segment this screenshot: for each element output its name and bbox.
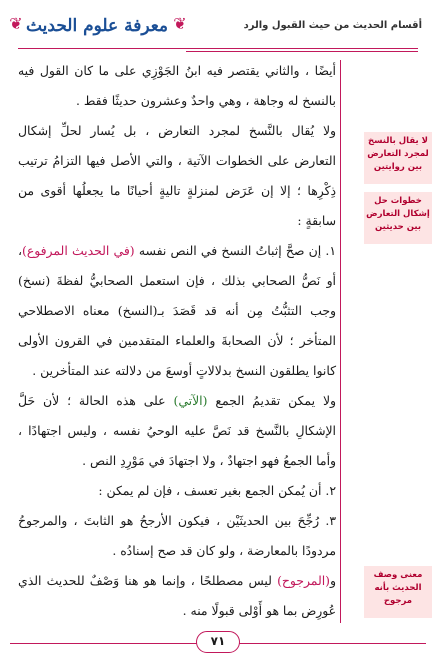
list-item-2: ٢. أن يُمكن الجمع بغير تعسف ، فإن لم يمكن : (98, 483, 336, 498)
page-number: ٧١ (196, 631, 240, 653)
ornament-icon: ❦ (173, 14, 187, 33)
page-header (8, 6, 428, 50)
section-title: أقسام الحديث من حيث القبول والرد (243, 20, 422, 31)
paragraph-3 (18, 386, 336, 476)
marfu-term: (في الحديث المرفوع) (22, 243, 135, 258)
paragraph-3-text: على هذه الحالة ؛ لأن حَلَّ الإشكالِ بالنَّسخ قد نَصَّ عليه الوحيُ نفسه ، وليس اجتهادًا ، وأما الجمعُ فهو اجتهادٌ ، ولا اجتهادَ في مَوْرِدِ النص . (18, 393, 336, 468)
header-divider (18, 48, 418, 49)
paragraph-1: أيضًا ، والثاني يقتصر فيه ابنُ الجَوْزِي على ما كان القول فيه بالنسخ له وجاهة ، وهي واحدٌ وعشرون حديثًا فقط . (18, 63, 336, 108)
paragraph-4 (18, 566, 336, 626)
list-item-1 (18, 236, 336, 386)
header-divider-secondary (186, 51, 418, 52)
page-footer (10, 629, 426, 659)
list-item-1-prefix: ١. إن صحَّ إثباتُ النسخ في النص نفسه (134, 243, 337, 258)
ati-term: (الآتي) (173, 393, 208, 408)
marjuh-term: (المرجوح) (277, 573, 331, 588)
list-item-3: ٣. رُجِّحَ بين الحديثَيْن ، فيكون الأرجحُ هو الثابتَ ، والمرجوحُ مردودًا بالمعارضة ، ولو كان قد صح إسنادُه . (18, 513, 336, 558)
ornament-icon: ❦ (9, 14, 23, 33)
book-title: معرفة علوم الحديث (25, 16, 169, 36)
paragraph-4-text: ليس مصطلحًا ، وإنما هو هنا وَصْفٌ للحديث الذي عُورِض بما هو أَوْلى قبولًا منه . (18, 573, 336, 618)
paragraph-4-prefix: و (330, 573, 336, 588)
paragraph-2: ولا يُقال بالنَّسخ لمجرد التعارض ، بل يُسار لحلِّ إشكال التعارض على الخطوات الآتية ، والتي الأصل فيها التزامُ ترتيب ذِكْرِها ؛ إلا إن عَرَض لمنزلةٍ تاليةٍ أحيانًا ما يجعلُها أقوى من سابقةٍ : (18, 123, 336, 228)
body-text (18, 56, 336, 626)
paragraph-3-prefix: ولا يمكن تقديمُ الجمع (207, 393, 336, 408)
list-item-1-text: ، أو نَصُّ الصحابي بذلك ، فإن استعمل الصحابيُّ لفظةَ (نسخ) وجب التثبُّتُ مِن أنه قد قَصَدَ بـ(النسخ) معناه الاصطلاحي المتأخر ؛ لأن الصحابةَ والعلماء المتقدمين في القرون الأولى كانوا يطلقون النسخ بدلالاتٍ أوسعَ من دلالته عند المتأخرين . (18, 243, 336, 378)
margin-note-marjuh-meaning: معنى وصف الحديث بأنه مرجوح (364, 566, 432, 618)
margin-note-resolution-steps: خطوات حل إشكال التعارض بين حديثين (364, 192, 432, 244)
margin-divider (340, 60, 341, 623)
margin-note-no-abrogation: لا يقال بالنسخ لمجرد التعارض بين روايتين (364, 132, 432, 184)
